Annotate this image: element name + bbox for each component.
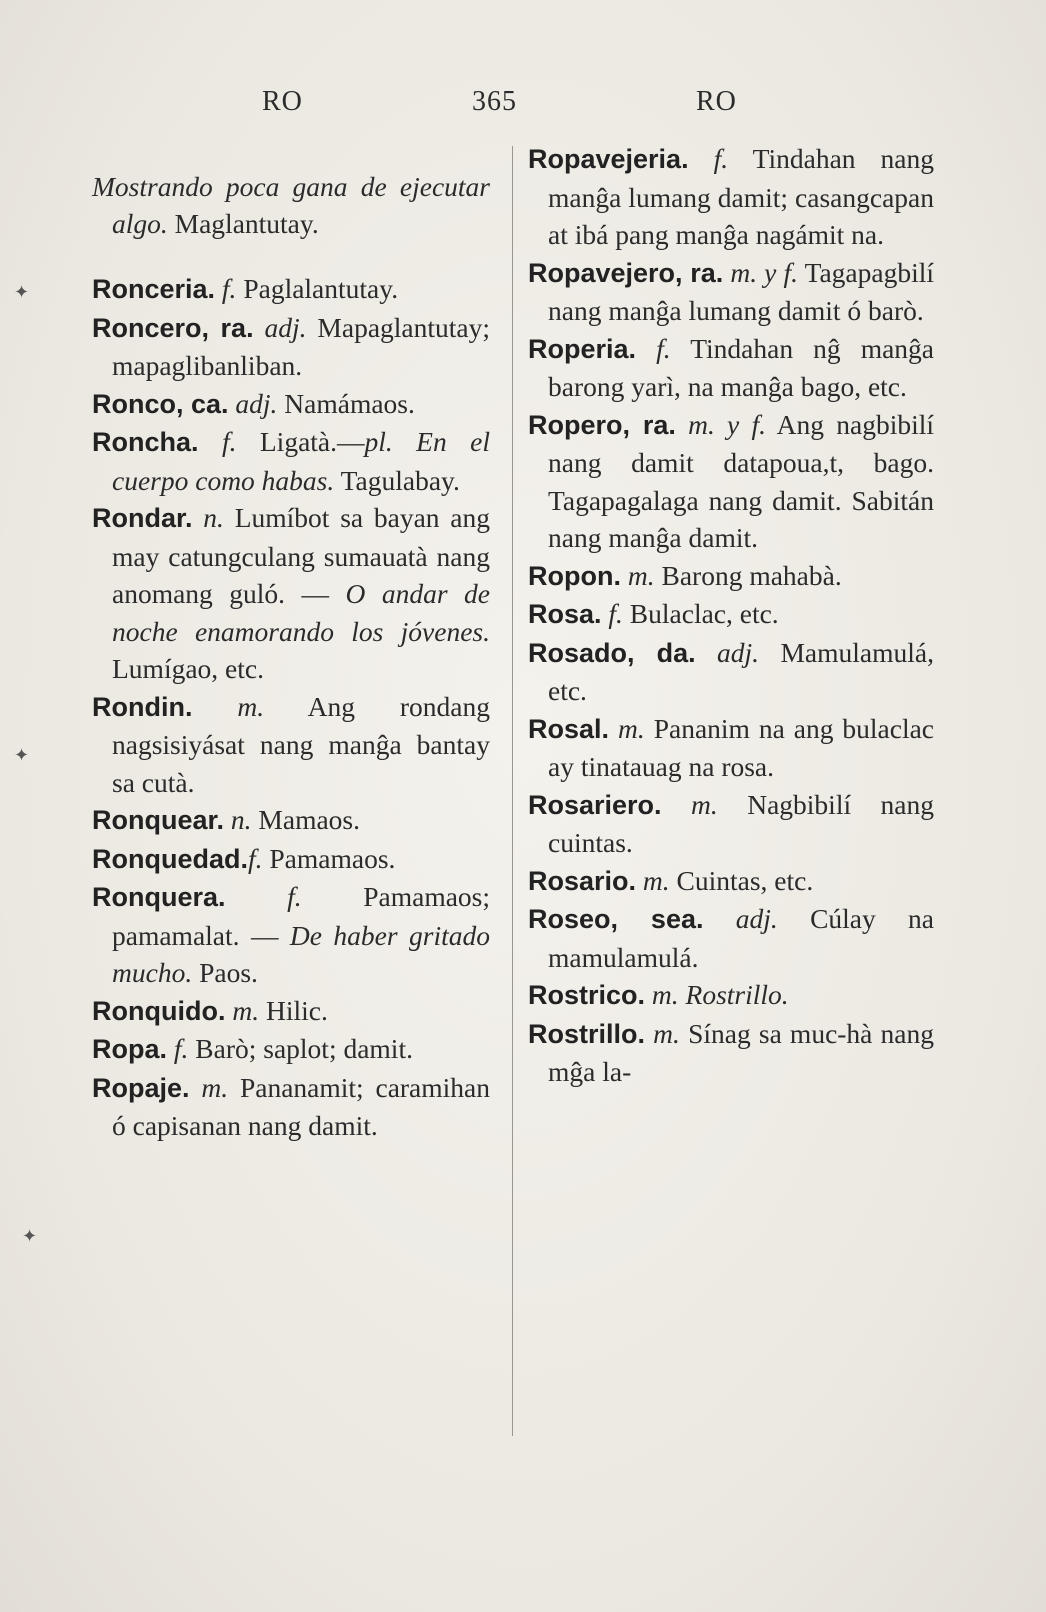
headword: Ronceria.	[92, 274, 216, 304]
entry-ropaje	[92, 1069, 490, 1145]
grammar-label: adj.	[264, 311, 307, 343]
grammar-label: f.	[608, 598, 623, 629]
margin-mark: ✦	[14, 745, 30, 765]
grammar-label: f.	[221, 273, 237, 304]
translation: Namámaos.	[284, 387, 415, 419]
running-head-left: RO	[262, 86, 303, 117]
grammar-label: m.	[232, 994, 260, 1026]
grammar-label: n.	[230, 804, 252, 835]
headword: Ropero, ra.	[528, 409, 676, 440]
translation: Hilic.	[265, 994, 328, 1026]
translation: Pamamaos.	[269, 842, 396, 874]
headword: Rosariero.	[528, 789, 662, 820]
page-number: 365	[472, 86, 517, 117]
headword: Rosario.	[528, 865, 637, 896]
headword: Ropavejeria.	[528, 144, 689, 174]
grammar-label: f.	[287, 881, 302, 912]
grammar-label: f.	[248, 842, 263, 874]
translation: Cuintas, etc.	[676, 864, 814, 896]
headword: Rostrillo.	[528, 1018, 646, 1049]
grammar-label: m.	[651, 979, 679, 1010]
headword: Rostrico.	[528, 980, 646, 1010]
headword: Rondar.	[92, 503, 193, 533]
example: O andar de noche enamorando los jóvenes.	[112, 578, 490, 647]
entry-rostrico	[528, 976, 934, 1015]
headword: Rosa.	[528, 599, 602, 629]
translation: Paos.	[199, 957, 258, 988]
example: De haber gritado mucho.	[112, 919, 490, 988]
headword: Roperia.	[528, 333, 637, 364]
grammar-label: m.	[237, 690, 265, 722]
entry-ropavejeria	[528, 140, 934, 254]
translation: Nagbibilí nang cuintas.	[548, 788, 934, 858]
translation: Barò; saplot; damit.	[195, 1033, 413, 1064]
headword: Ronquear.	[92, 805, 225, 835]
grammar-label: adj.	[235, 387, 278, 419]
entry-roseo	[528, 900, 934, 976]
translation: Lumígao, etc.	[112, 653, 264, 684]
entry-rosariero	[528, 786, 934, 862]
headword: Roncha.	[92, 427, 199, 457]
translation: Pamamaos; pamamalat. —	[112, 881, 491, 951]
entry-rosa	[528, 595, 934, 634]
translation: Tindahan nĝ manĝa barong yarì, na manĝa bago, etc.	[548, 332, 934, 402]
example: Rostrillo.	[685, 979, 789, 1010]
page-header	[0, 86, 1046, 126]
translation: Cúlay na mamulamulá.	[548, 903, 934, 973]
grammar-label: f.	[221, 426, 237, 457]
entry-roncero	[92, 309, 490, 385]
entry-roncha	[92, 423, 490, 499]
headword: Ronquido.	[92, 995, 226, 1026]
grammar-label: m.	[653, 1017, 680, 1049]
headword: Roseo, sea.	[528, 904, 704, 934]
translation: Tindahan nang manĝa lumang damit; casangcapan at ibá pang manĝa nagámit na.	[548, 143, 934, 250]
margin-mark: ✦	[14, 282, 30, 302]
translation: Ang nagbibilí nang damit datapoua,t, bago. Tagapagalaga nang damit. Sabitán nang manĝa damit.	[548, 408, 935, 553]
translation: Mamaos.	[258, 804, 360, 835]
entry-ropa	[92, 1030, 490, 1069]
left-column	[92, 140, 490, 1145]
entry-rosal	[528, 710, 934, 786]
grammar-label: f.	[173, 1033, 189, 1064]
entry-ronquera	[92, 878, 490, 992]
grammar-label: m. y f.	[730, 256, 798, 288]
running-head-right: RO	[696, 86, 737, 117]
example: pl. En el cuerpo como habas.	[112, 426, 490, 496]
entry-rosado	[528, 634, 934, 710]
grammar-label: adj.	[735, 903, 778, 934]
headword: Roncero, ra.	[92, 312, 254, 343]
grammar-label: m.	[617, 712, 645, 744]
translation: Paglalantutay.	[243, 273, 399, 304]
entry-rostrillo	[528, 1015, 934, 1091]
grammar-label: m. y f.	[688, 408, 766, 440]
entry-ropavejero	[528, 254, 934, 330]
headword: Ropaje.	[92, 1072, 190, 1103]
translation: Pananamit; caramihan ó capisanan nang damit.	[112, 1071, 490, 1141]
entry-roperia	[528, 330, 934, 406]
entry-ropon	[528, 557, 934, 596]
grammar-label: f.	[656, 332, 671, 364]
grammar-label: m.	[691, 788, 718, 820]
entry-rondin	[92, 688, 490, 802]
entry-ropero	[528, 406, 934, 557]
translation: Tagulabay.	[340, 464, 460, 496]
grammar-label: n.	[203, 502, 224, 533]
entry-rosario	[528, 862, 934, 901]
translation: Mapaglantutay; mapaglibanliban.	[112, 311, 490, 381]
grammar-label: m.	[627, 559, 655, 591]
entry-ronquido	[92, 992, 490, 1031]
headword: Ropavejero, ra.	[528, 257, 724, 288]
entry-ronco	[92, 385, 490, 424]
entry-continuation: Mostrando poca gana de ejecutar algo. Maglantutay.	[92, 170, 490, 239]
translation: Barong mahabà.	[661, 559, 842, 591]
translation: Sínag sa muc-hà nang mĝa la-	[548, 1017, 935, 1087]
grammar-label: adj.	[717, 636, 760, 668]
headword: Rondin.	[92, 691, 193, 722]
translation: Mamulamulá, etc.	[548, 636, 934, 706]
entry-ronquear	[92, 801, 490, 840]
headword: Ronco, ca.	[92, 388, 229, 419]
translation: Tagapagbilí nang manĝa lumang damit ó barò.	[548, 256, 934, 326]
headword: Ronquera.	[92, 882, 226, 912]
headword: Rosado, da.	[528, 637, 696, 668]
translation: Ang rondang nagsisiyásat nang manĝa bantay sa cutà.	[112, 690, 490, 798]
grammar-label: f.	[713, 143, 729, 174]
headword: Rosal.	[528, 713, 610, 744]
headword: Ronquedad.	[92, 843, 248, 874]
margin-mark: ✦	[22, 1226, 38, 1246]
entry-ronquedad	[92, 840, 490, 879]
translation: Pananim na ang bulaclac ay tinatauag na rosa.	[548, 712, 935, 782]
translation: Ligatà.—	[259, 426, 365, 457]
column-divider	[512, 146, 513, 1436]
grammar-label: m.	[201, 1071, 229, 1103]
headword: Ropa.	[92, 1034, 168, 1064]
right-column	[528, 140, 934, 1091]
headword: Ropon.	[528, 560, 621, 591]
translation: Lumíbot sa bayan ang may catungculang sumauatà nang anomang guló. —	[112, 502, 491, 609]
entry-rondar	[92, 499, 490, 688]
grammar-label: m.	[642, 864, 670, 896]
translation: Bulaclac, etc.	[629, 598, 779, 629]
entry-ronceria	[92, 270, 490, 309]
